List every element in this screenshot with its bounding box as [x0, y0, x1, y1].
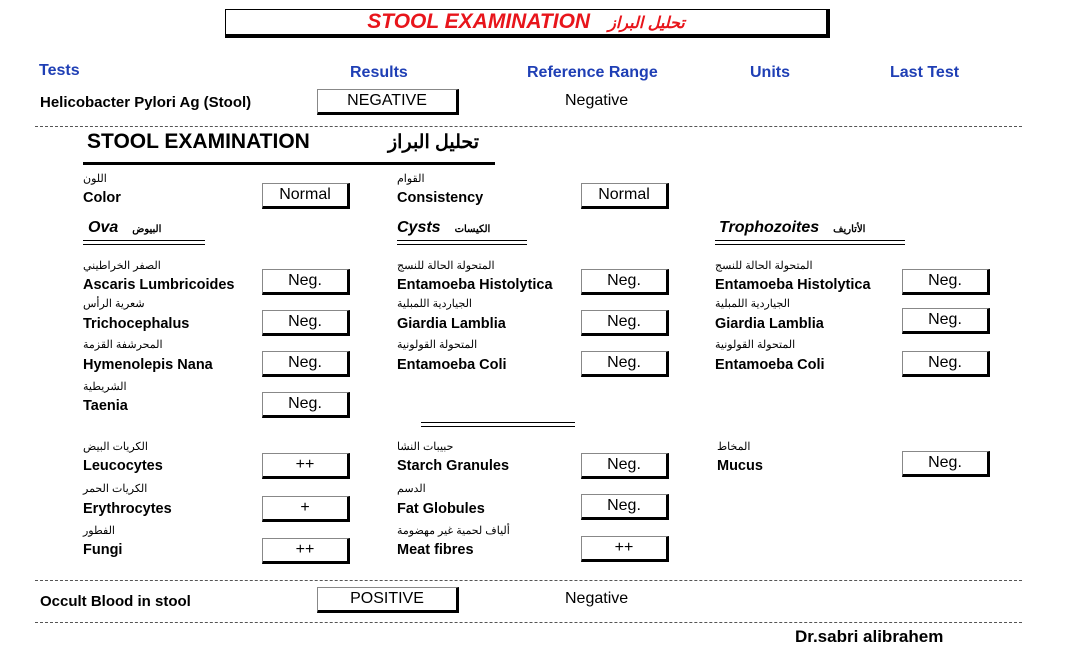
exam-title-arabic: تحليل البراز	[388, 132, 479, 153]
signature: Dr.sabri alibrahem	[795, 627, 944, 646]
cysts-item-value: Neg.	[581, 310, 669, 336]
occult-reference: Negative	[565, 590, 629, 607]
report-title-english: STOOL EXAMINATION	[367, 10, 591, 33]
cysts-item-label: Entamoeba Histolytica	[397, 277, 553, 293]
digestion-item-value: ++	[581, 536, 669, 562]
consistency-value: Normal	[581, 183, 669, 209]
occult-label: Occult Blood in stool	[40, 593, 191, 610]
hpylori-reference: Negative	[565, 92, 629, 109]
cysts-item-value: Neg.	[581, 351, 669, 377]
cysts-item-label: Giardia Lamblia	[397, 316, 506, 332]
ova-heading	[88, 219, 161, 237]
cysts-title: Cysts	[397, 219, 441, 236]
digestion-item-label: Fat Globules	[397, 501, 485, 517]
digestion-item-value: Neg.	[581, 453, 669, 479]
ova-arabic: البيوض	[132, 224, 162, 235]
cells-item-value: ++	[262, 538, 350, 564]
cells-item-label: Erythrocytes	[83, 501, 172, 517]
exam-title-underline	[83, 162, 495, 165]
cysts-item-label: Entamoeba Coli	[397, 357, 507, 373]
column-last-test: Last Test	[890, 64, 960, 81]
trophozoites-item-arabic: المتحولة الحالة للنسج	[715, 260, 813, 272]
ova-item-arabic: الشريطية	[83, 381, 127, 393]
column-reference-range: Reference Range	[527, 64, 658, 81]
trophozoites-item-label: Entamoeba Histolytica	[715, 277, 871, 293]
occult-result: POSITIVE	[317, 587, 459, 613]
ova-item-arabic: المحرشفة القزمة	[83, 339, 163, 351]
consistency-arabic: القوام	[397, 173, 425, 185]
trophozoites-heading	[719, 219, 865, 237]
cells-item-arabic: الكريات البيض	[83, 441, 148, 453]
color-value: Normal	[262, 183, 350, 209]
trophozoites-underline	[715, 240, 905, 245]
digestion-item-arabic: حبيبات النشا	[397, 441, 454, 453]
cysts-item-value: Neg.	[581, 269, 669, 295]
trophozoites-title: Trophozoites	[719, 219, 820, 236]
mucus-value: Neg.	[902, 451, 990, 477]
exam-title-english: STOOL EXAMINATION	[87, 130, 310, 153]
trophozoites-item-value: Neg.	[902, 308, 990, 334]
ova-item-arabic: الصفر الخراطيني	[83, 260, 161, 272]
cells-item-value: +	[262, 496, 350, 522]
consistency-label: Consistency	[397, 190, 484, 206]
cysts-underline	[397, 240, 527, 245]
color-arabic: اللون	[83, 173, 107, 185]
divider	[35, 622, 1022, 623]
cysts-item-arabic: المتحولة الحالة للنسج	[397, 260, 495, 272]
ova-underline	[83, 240, 205, 245]
cysts-item-arabic: الجياردية اللمبلية	[397, 298, 472, 310]
trophozoites-item-value: Neg.	[902, 351, 990, 377]
ova-item-value: Neg.	[262, 310, 350, 336]
ova-item-label: Taenia	[83, 398, 128, 414]
ova-item-label: Ascaris Lumbricoides	[83, 277, 235, 293]
cells-item-arabic: الكريات الحمر	[83, 483, 148, 495]
mucus-label: Mucus	[717, 458, 763, 474]
cells-item-value: ++	[262, 453, 350, 479]
section-separator	[421, 422, 575, 427]
trophozoites-item-arabic: المتحولة القولونية	[715, 339, 796, 351]
trophozoites-item-label: Giardia Lamblia	[715, 316, 824, 332]
trophozoites-arabic: الأتاريف	[833, 224, 866, 235]
digestion-item-label: Meat fibres	[397, 542, 474, 558]
cells-item-label: Leucocytes	[83, 458, 163, 474]
hpylori-result: NEGATIVE	[317, 89, 459, 115]
ova-item-value: Neg.	[262, 351, 350, 377]
ova-item-value: Neg.	[262, 269, 350, 295]
digestion-item-arabic: الدسم	[397, 483, 426, 495]
color-label: Color	[83, 190, 121, 206]
divider	[35, 580, 1022, 581]
trophozoites-item-value: Neg.	[902, 269, 990, 295]
cysts-arabic: الكيسات	[454, 224, 491, 235]
trophozoites-item-label: Entamoeba Coli	[715, 357, 825, 373]
column-units: Units	[750, 64, 790, 81]
report-title-arabic: تحليل البراز	[608, 15, 685, 32]
ova-title: Ova	[88, 219, 119, 236]
column-tests: Tests	[39, 62, 80, 79]
report-title	[225, 9, 830, 38]
cysts-item-arabic: المتحولة القولونية	[397, 339, 478, 351]
cysts-heading	[397, 219, 490, 237]
digestion-item-value: Neg.	[581, 494, 669, 520]
trophozoites-item-arabic: الجياردية اللمبلية	[715, 298, 790, 310]
digestion-item-arabic: ألياف لحمية غير مهضومة	[397, 525, 510, 537]
divider	[35, 126, 1022, 127]
digestion-item-label: Starch Granules	[397, 458, 510, 474]
ova-item-label: Hymenolepis Nana	[83, 357, 213, 373]
cells-item-arabic: الفطور	[83, 525, 115, 537]
cells-item-label: Fungi	[83, 542, 123, 558]
hpylori-label: Helicobacter Pylori Ag (Stool)	[40, 94, 252, 111]
ova-item-value: Neg.	[262, 392, 350, 418]
ova-item-label: Trichocephalus	[83, 316, 190, 332]
ova-item-arabic: شعرية الرأس	[83, 298, 145, 310]
column-results: Results	[350, 64, 408, 81]
mucus-arabic: المخاط	[717, 441, 751, 453]
